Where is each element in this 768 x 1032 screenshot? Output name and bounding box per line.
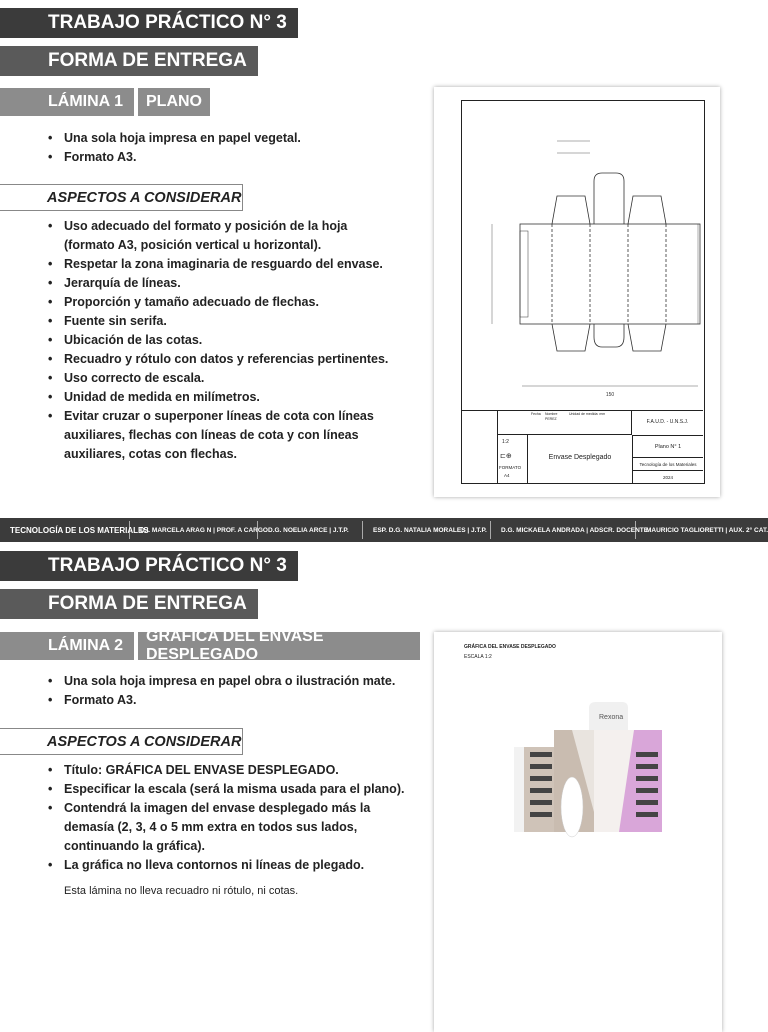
footer-staff: ESP. D.G. NATALIA MORALES | J.T.P.: [363, 521, 491, 539]
plan-frame: [461, 100, 705, 484]
plan-sheet: [434, 87, 720, 497]
slide2-subtitle: FORMA DE ENTREGA: [0, 589, 258, 619]
list-item: • Jerarquía de líneas.: [46, 274, 396, 293]
list-item: • Evitar cruzar o superponer líneas de cota con líneas auxiliares, flechas con líneas de cota y con líneas auxiliares, cotas con flechas.: [46, 407, 396, 464]
nombre: PEREZ: [545, 417, 557, 421]
projection-symbol-icon: ⊏⊕: [500, 453, 512, 460]
plan-number: Plano N° 1: [633, 436, 703, 458]
format-label: FORMATO: [499, 465, 522, 470]
list-item: • Especificar la escala (será la misma usada para el plano).: [46, 780, 416, 799]
footer-bar: [0, 518, 768, 542]
slide1-subtitle: FORMA DE ENTREGA: [0, 46, 258, 76]
slide1-aspects-title: ASPECTOS A CONSIDERAR: [0, 184, 243, 211]
list-item: • Ubicación de las cotas.: [46, 331, 396, 350]
slide2-note: Esta lámina no lleva recuadro ni rótulo, ni cotas.: [64, 885, 299, 897]
col-fecha: Fecha: [531, 412, 541, 416]
year: 2024: [662, 474, 673, 480]
total-dimension: 150: [605, 392, 615, 398]
unfolded-box-drawing: [462, 101, 706, 411]
slide1-lamina-name: PLANO: [138, 88, 210, 116]
list-item: • Formato A3.: [46, 691, 395, 710]
slide1-lamina: LÁMINA 1: [0, 88, 134, 116]
sheet-title: GRÁFICA DEL ENVASE DESPLEGADO: [464, 644, 556, 650]
list-item: • Formato A3.: [46, 148, 301, 167]
list-item: • Fuente sin serifa.: [46, 312, 396, 331]
list-item: • Una sola hoja impresa en papel vegetal.: [46, 129, 301, 148]
list-item: • Contendrá la imagen del envase desplegado más la demasía (2, 3, 4 o 5 mm extra en todos sus lados, continuando la gráfica).: [46, 799, 416, 856]
slide2-aspects-title: ASPECTOS A CONSIDERAR: [0, 728, 243, 755]
slide2-lamina-name: GRÁFICA DEL ENVASE DESPLEGADO: [138, 632, 420, 660]
slide2-title: TRABAJO PRÁCTICO N° 3: [0, 551, 298, 581]
list-item: • Respetar la zona imaginaria de resguardo del envase.: [46, 255, 396, 274]
slide1-bullets: [46, 129, 301, 167]
title-block: [462, 410, 703, 483]
list-item: • Unidad de medida en milímetros.: [46, 388, 396, 407]
list-item: • Proporción y tamaño adecuado de flechas.: [46, 293, 396, 312]
unfolded-package-graphic: [514, 702, 664, 842]
slide2-bullets: [46, 672, 395, 710]
footer-staff: D.I. MARCELA ARAG N | PROF. A CARGO: [130, 521, 258, 539]
list-item: • Título: GRÁFICA DEL ENVASE DESPLEGADO.: [46, 761, 416, 780]
drawing-name: Envase Desplegado: [548, 454, 612, 461]
slide1-aspects: [46, 217, 396, 464]
format: A4: [504, 473, 510, 478]
list-item: • La gráfica no lleva contornos ni líneas de plegado.: [46, 856, 416, 875]
footer-staff: D.G. NOELIA ARCE | J.T.P.: [258, 521, 363, 539]
list-item: • Una sola hoja impresa en papel obra o ilustración mate.: [46, 672, 395, 691]
slide1-title: TRABAJO PRÁCTICO N° 3: [0, 8, 298, 38]
institution: F.A.U.D. - U.N.S.J.: [646, 419, 689, 425]
graphic-sheet: [434, 632, 722, 1032]
col-nombre: Nombre: [545, 412, 558, 416]
list-item: • Uso adecuado del formato y posición de la hoja (formato A3, posición vertical u horizontal).: [46, 217, 396, 255]
scale: 1:2: [502, 439, 509, 445]
list-item: • Recuadro y rótulo con datos y referencias pertinentes.: [46, 350, 396, 369]
slide2-aspects: [46, 761, 416, 875]
slide2-lamina: LÁMINA 2: [0, 632, 134, 660]
brand-label: Rexona: [599, 714, 624, 721]
subject: Tecnología de los Materiales: [633, 458, 703, 471]
footer-staff: D.G. MICKAELA ANDRADA | ADSCR. DOCENTE: [491, 521, 636, 539]
sheet-scale: ESCALA 1:2: [464, 654, 492, 660]
footer-logo: TECNOLOGÍA DE LOS MATERIALES: [0, 521, 130, 539]
footer-staff: MAURICIO TAGLIORETTI | AUX. 2° CAT.: [646, 526, 768, 534]
list-item: • Uso correcto de escala.: [46, 369, 396, 388]
units-note: Unidad de medida: mm: [569, 412, 606, 416]
